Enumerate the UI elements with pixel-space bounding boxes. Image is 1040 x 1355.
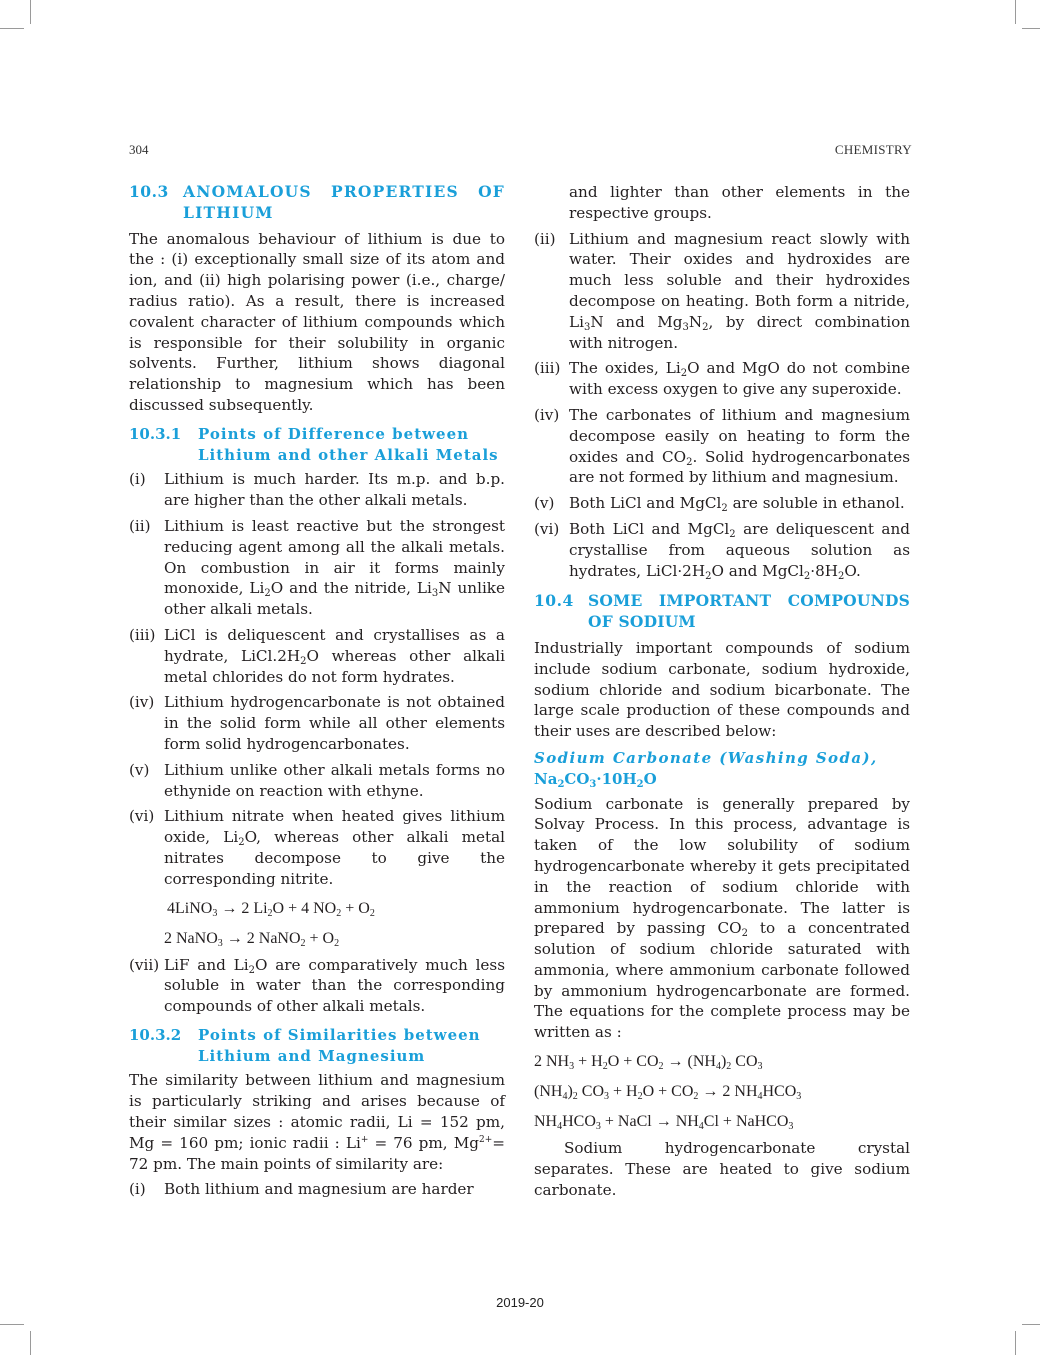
list-item: (iii) LiCl is deliquescent and crystallises as a hydrate, $LiCl.2H_2O$ whereas other alkali metal chlorides do not form hydrates. — [129, 625, 505, 686]
running-title: CHEMISTRY — [834, 142, 912, 157]
section-heading-10-4: 10.4 SOME IMPORTANT COMPOUNDS OF SODIUM — [534, 591, 910, 632]
crop-mark — [1022, 1324, 1040, 1325]
paragraph-solvay-process: Sodium carbonate is generally prepared by Solvay Process. In this process, advantage is taken of the low solubility of sodium hydrogencarbonate whereby it gets precipitated in the reaction of sodium chloride with ammonium hydrogencarbonate. The latter is prepared by passing $CO_2$ to a concentrated solution of sodium chloride saturated with ammonia, where ammonium carbonate followed by ammonium hydrogencarbonate are formed. The equations for the complete process may be written as : — [534, 794, 910, 1042]
equation-lithium-nitrate: 4LiNO$_3$ → 2 $Li_2O + 4$ $NO_2 + O_2$ — [167, 899, 375, 919]
list-item: (v) Lithium unlike other alkali metals forms no ethynide on reaction with ethyne. — [129, 760, 505, 800]
list-item: (iii) The oxides, $Li_2O$ and MgO do not combine with excess oxygen to give any superoxide. — [534, 359, 910, 399]
list-item: (ii) Lithium is least reactive but the strongest reducing agent among all the alkali metals. On combustion in air it forms mainly monoxide, $Li_2O$ and the nitride, $Li_3N$ unlike other alkali metals. — [129, 516, 505, 619]
equation-solvay-3: $NH_4HCO_3$ + NaCl → $NH_4Cl$ + NaHCO$_3$ — [534, 1113, 794, 1133]
section-heading-10-3-1: 10.3.1 Points of Difference between Lithium and other Alkali Metals — [129, 424, 499, 464]
list-item: (iv) Lithium hydrogencarbonate is not obtained in the solid form while all other elements form solid hydrogencarbonates. — [129, 693, 505, 753]
list-item: (vi) Both LiCl and MgCl$_2$ are deliquescent and crystallise from aqueous solution as hydrates, $LiCl\cdot 2H_2O$ and $MgCl_2\cdot 8H_2O$. — [534, 519, 910, 582]
list-item: (vi) Lithium nitrate when heated gives lithium oxide, $Li_2O$, whereas other alkali metal nitrates decompose to give the corresponding nitrite. — [129, 807, 505, 888]
paragraph-anomalous: The anomalous behaviour of lithium is due to the : (i) exceptionally small size of its atom and ion, and (ii) high polarising power (i.e., charge/ radius ratio). As a result, there is increased covalent character of lithium compounds which is responsible for their solubility in organic solvents. Further, lithium shows diagonal relationship to magnesium which has been discussed subsequently. — [129, 229, 505, 414]
list-item: (i) Lithium is much harder. Its m.p. and b.p. are higher than the other alkali metals. — [129, 470, 505, 510]
crop-mark — [1015, 1331, 1016, 1355]
equation-solvay-2: $(NH_4)_2$ $CO_3 + H_2O + CO_2 \to 2$ $NH_4HCO_3$ — [534, 1083, 802, 1103]
crop-mark — [0, 28, 24, 29]
section-heading-10-3-2: 10.3.2 Points of Similarities between Lithium and Magnesium — [129, 1025, 481, 1065]
crop-mark — [1022, 28, 1040, 29]
subheading-washing-soda: Sodium Carbonate (Washing Soda), $Na_2CO_3\cdot 10H_2O$ — [534, 748, 910, 790]
edition-footer: 2019-20 — [496, 1295, 544, 1310]
left-column — [129, 182, 505, 1205]
paragraph-closing: Sodium hydrogencarbonate crystal separates. These are heated to give sodium carbonate. — [534, 1139, 910, 1199]
list-item: (vii) LiF and $Li_2O$ are comparatively much less soluble in water than the corresponding compounds of other alkali metals. — [129, 955, 505, 1016]
paragraph-sodium-compounds: Industrially important compounds of sodium include sodium carbonate, sodium hydroxide, sodium chloride and sodium bicarbonate. The large scale production of these compounds and their uses are described below: — [534, 638, 910, 741]
crop-mark — [30, 0, 31, 24]
list-item-continuation: and lighter than other elements in the respective groups. — [569, 183, 910, 222]
crop-mark — [0, 1324, 24, 1325]
list-item: (v) Both LiCl and MgCl$_2$ are soluble in ethanol. — [534, 494, 905, 515]
right-column — [534, 182, 910, 1205]
section-heading-10-3: 10.3 ANOMALOUS PROPERTIES OF LITHIUM — [129, 182, 505, 222]
list-item: (iv) The carbonates of lithium and magnesium decompose easily on heating to form the oxides and $CO_2$. Solid hydrogencarbonates are not formed by lithium and magnesium. — [534, 405, 910, 487]
crop-mark — [1015, 0, 1016, 24]
list-item: (i) Both lithium and magnesium are harder — [129, 1180, 474, 1199]
crop-mark — [30, 1331, 31, 1355]
equation-solvay-1: 2 $NH_3 + H_2O + CO_2 \to (NH_4)_2$ $CO_3$ — [534, 1053, 763, 1073]
list-item: (ii) Lithium and magnesium react slowly with water. Their oxides and hydroxides are much less soluble and their hydroxides decompose on heating. Both form a nitride, $Li_3N$ and $Mg_3N_2$, by direct combination with nitrogen. — [534, 229, 910, 352]
paragraph-similarity: The similarity between lithium and magnesium is particularly striking and arises because of their similar sizes : atomic radii, Li = 152 pm, Mg = 160 pm; ionic radii : Li+ = 76 pm, $Mg^{2+}= 72$ pm. The main points of similarity are: — [129, 1071, 506, 1173]
washing-soda-formula: $Na_2CO_3\cdot 10H_2O$ — [534, 769, 657, 790]
equation-sodium-nitrate: 2 NaNO$_3$ → 2 NaNO$_2$ + $O_2$ — [164, 929, 340, 949]
page-number: 304 — [129, 142, 149, 157]
